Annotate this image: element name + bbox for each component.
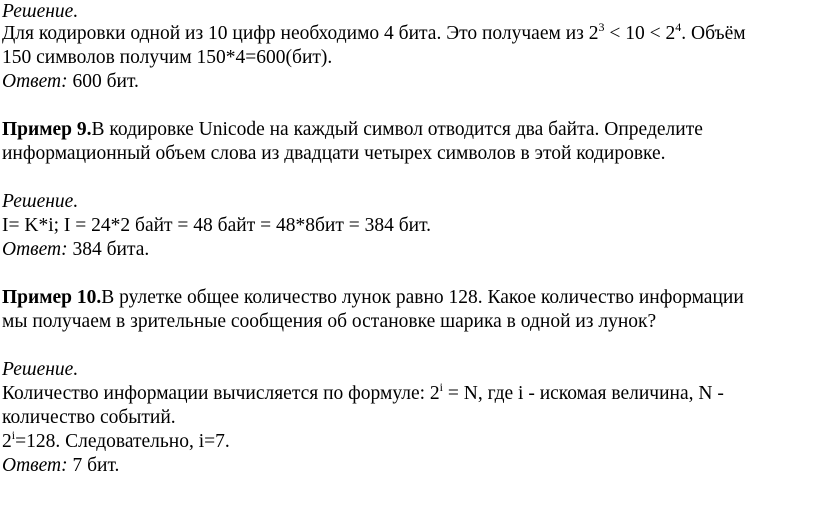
example-9-text-1: В кодировке Unicode на каждый символ отводится два байта. Определите xyxy=(91,119,703,140)
answer-1 xyxy=(2,70,139,94)
solution-1-line-2: 150 символов получим 150*4=600(бит). xyxy=(2,47,333,68)
exponent-i: i xyxy=(439,379,443,394)
example-10-line-2: мы получаем в зрительные сообщения об остановке шарика в одной из лунок? xyxy=(2,311,657,332)
solution-heading-3: Решение. xyxy=(2,359,79,380)
solution-2-line: I= K*i; I = 24*2 байт = 48 байт = 48*8бит = 384 бит. xyxy=(2,215,431,236)
answer-2 xyxy=(2,238,149,262)
calc-base: 2 xyxy=(2,431,12,452)
exponent-4: 4 xyxy=(675,19,682,34)
calc-line xyxy=(2,427,230,454)
solution-1-text-a: Для кодировки одной из 10 цифр необходимо 4 бита. Это получаем из 2 xyxy=(2,23,599,44)
solution-1-line-1 xyxy=(2,19,746,46)
formula-line-2: количество событий. xyxy=(2,407,176,428)
solution-heading-1: Решение. xyxy=(2,1,79,22)
example-10-label: Пример 10. xyxy=(2,287,102,308)
example-10-text-1: В рулетке общее количество лунок равно 128. Какое количество информации xyxy=(101,287,744,308)
calc-exponent-i: i xyxy=(11,427,16,442)
example-9-line-2: информационный объем слова из двадцати четырех символов в этой кодировке. xyxy=(2,143,666,164)
answer-3-label: Ответ: xyxy=(2,455,68,476)
answer-1-value: 600 бит. xyxy=(67,71,139,92)
answer-3-value: 7 бит. xyxy=(67,455,120,476)
answer-3 xyxy=(2,454,119,478)
formula-text-b: = N, где i - искомая величина, N - xyxy=(443,383,724,404)
solution-1-text-c: . Объём xyxy=(681,23,746,44)
example-10-line-1 xyxy=(2,286,744,310)
formula-line-1 xyxy=(2,379,724,406)
answer-1-label: Ответ: xyxy=(2,71,68,92)
solution-1-text-b: < 10 < 2 xyxy=(604,23,676,44)
answer-2-value: 384 бита. xyxy=(67,239,150,260)
exponent-3: 3 xyxy=(598,19,605,34)
solution-heading-2: Решение. xyxy=(2,191,79,212)
answer-2-label: Ответ: xyxy=(2,239,68,260)
example-9-line-1 xyxy=(2,118,703,142)
calc-rest: =128. Следовательно, i=7. xyxy=(15,431,230,452)
example-9-label: Пример 9. xyxy=(2,119,92,140)
formula-text-a: Количество информации вычисляется по формуле: 2 xyxy=(2,383,440,404)
